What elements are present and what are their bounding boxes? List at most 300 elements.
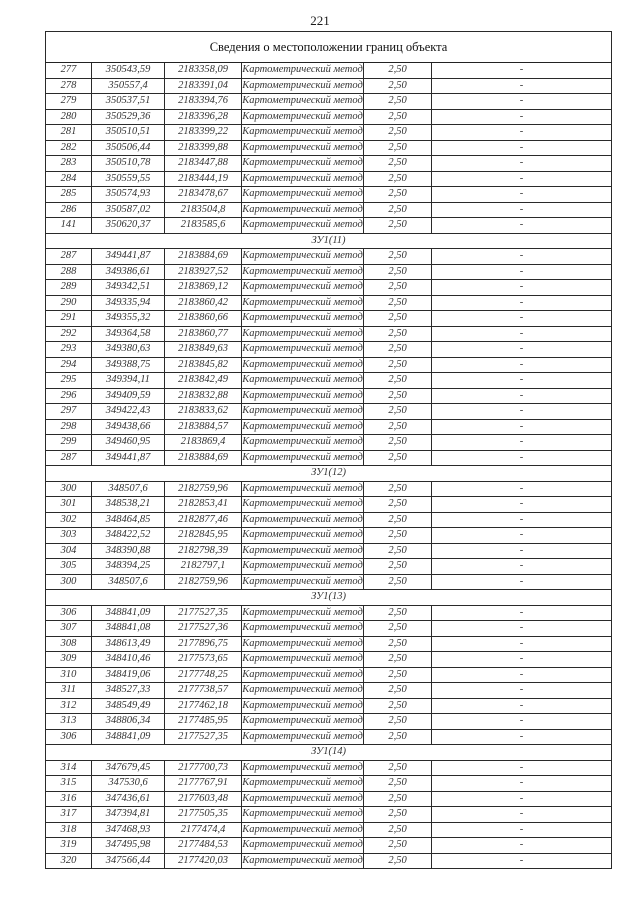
precision-cell: 2,50	[364, 853, 432, 869]
note-cell: -	[432, 559, 612, 575]
y-coordinate-cell: 2177485,95	[165, 714, 242, 730]
note-cell: -	[432, 838, 612, 854]
precision-cell: 2,50	[364, 729, 432, 745]
point-number-cell: 300	[46, 574, 92, 590]
x-coordinate-cell: 349386,61	[92, 264, 165, 280]
method-cell: Картометрический метод	[242, 481, 364, 497]
note-cell: -	[432, 822, 612, 838]
point-number-cell: 302	[46, 512, 92, 528]
point-number-cell: 290	[46, 295, 92, 311]
x-coordinate-cell: 350557,4	[92, 78, 165, 94]
y-coordinate-cell: 2183478,67	[165, 187, 242, 203]
y-coordinate-cell: 2183884,69	[165, 249, 242, 265]
group-label: ЗУ1(14)	[46, 745, 612, 761]
x-coordinate-cell: 348841,08	[92, 621, 165, 637]
point-number-cell: 292	[46, 326, 92, 342]
method-cell: Картометрический метод	[242, 714, 364, 730]
method-cell: Картометрический метод	[242, 187, 364, 203]
group-label: ЗУ1(12)	[46, 466, 612, 482]
group-row	[46, 590, 612, 606]
y-coordinate-cell: 2183399,88	[165, 140, 242, 156]
x-coordinate-cell: 350537,51	[92, 94, 165, 110]
table-row	[46, 404, 612, 420]
x-coordinate-cell: 348394,25	[92, 559, 165, 575]
x-coordinate-cell: 350510,78	[92, 156, 165, 172]
note-cell: -	[432, 636, 612, 652]
table-title: Сведения о местоположении границ объекта	[46, 32, 612, 63]
table-row	[46, 280, 612, 296]
precision-cell: 2,50	[364, 218, 432, 234]
precision-cell: 2,50	[364, 311, 432, 327]
x-coordinate-cell: 348527,33	[92, 683, 165, 699]
table-header-row	[46, 32, 612, 63]
note-cell: -	[432, 404, 612, 420]
note-cell: -	[432, 373, 612, 389]
table-row	[46, 249, 612, 265]
x-coordinate-cell: 349380,63	[92, 342, 165, 358]
y-coordinate-cell: 2183394,76	[165, 94, 242, 110]
y-coordinate-cell: 2182759,96	[165, 481, 242, 497]
y-coordinate-cell: 2177896,75	[165, 636, 242, 652]
y-coordinate-cell: 2183869,12	[165, 280, 242, 296]
y-coordinate-cell: 2183860,42	[165, 295, 242, 311]
precision-cell: 2,50	[364, 497, 432, 513]
table-row	[46, 760, 612, 776]
x-coordinate-cell: 349342,51	[92, 280, 165, 296]
note-cell: -	[432, 714, 612, 730]
y-coordinate-cell: 2183391,04	[165, 78, 242, 94]
point-number-cell: 318	[46, 822, 92, 838]
note-cell: -	[432, 94, 612, 110]
table-row	[46, 822, 612, 838]
y-coordinate-cell: 2177462,18	[165, 698, 242, 714]
y-coordinate-cell: 2177527,35	[165, 729, 242, 745]
point-number-cell: 285	[46, 187, 92, 203]
note-cell: -	[432, 574, 612, 590]
note-cell: -	[432, 187, 612, 203]
table-row	[46, 202, 612, 218]
method-cell: Картометрический метод	[242, 295, 364, 311]
note-cell: -	[432, 512, 612, 528]
x-coordinate-cell: 348390,88	[92, 543, 165, 559]
method-cell: Картометрический метод	[242, 605, 364, 621]
precision-cell: 2,50	[364, 450, 432, 466]
y-coordinate-cell: 2183444,19	[165, 171, 242, 187]
note-cell: -	[432, 202, 612, 218]
y-coordinate-cell: 2183504,8	[165, 202, 242, 218]
table-row	[46, 667, 612, 683]
table-row	[46, 683, 612, 699]
precision-cell: 2,50	[364, 357, 432, 373]
note-cell: -	[432, 683, 612, 699]
group-label: ЗУ1(13)	[46, 590, 612, 606]
note-cell: -	[432, 388, 612, 404]
method-cell: Картометрический метод	[242, 404, 364, 420]
table-row	[46, 388, 612, 404]
point-number-cell: 278	[46, 78, 92, 94]
note-cell: -	[432, 249, 612, 265]
point-number-cell: 320	[46, 853, 92, 869]
precision-cell: 2,50	[364, 822, 432, 838]
note-cell: -	[432, 171, 612, 187]
point-number-cell: 297	[46, 404, 92, 420]
note-cell: -	[432, 729, 612, 745]
precision-cell: 2,50	[364, 419, 432, 435]
point-number-cell: 296	[46, 388, 92, 404]
method-cell: Картометрический метод	[242, 683, 364, 699]
x-coordinate-cell: 347436,61	[92, 791, 165, 807]
note-cell: -	[432, 280, 612, 296]
point-number-cell: 298	[46, 419, 92, 435]
precision-cell: 2,50	[364, 373, 432, 389]
note-cell: -	[432, 326, 612, 342]
table-row	[46, 512, 612, 528]
y-coordinate-cell: 2183869,4	[165, 435, 242, 451]
precision-cell: 2,50	[364, 807, 432, 823]
y-coordinate-cell: 2177603,48	[165, 791, 242, 807]
precision-cell: 2,50	[364, 543, 432, 559]
table-row	[46, 791, 612, 807]
y-coordinate-cell: 2183399,22	[165, 125, 242, 141]
table-row	[46, 264, 612, 280]
method-cell: Картометрический метод	[242, 667, 364, 683]
table-row	[46, 729, 612, 745]
precision-cell: 2,50	[364, 621, 432, 637]
x-coordinate-cell: 347468,93	[92, 822, 165, 838]
y-coordinate-cell: 2177748,25	[165, 667, 242, 683]
note-cell: -	[432, 264, 612, 280]
precision-cell: 2,50	[364, 481, 432, 497]
y-coordinate-cell: 2177700,73	[165, 760, 242, 776]
precision-cell: 2,50	[364, 667, 432, 683]
table-row	[46, 497, 612, 513]
x-coordinate-cell: 350543,59	[92, 63, 165, 79]
x-coordinate-cell: 348549,49	[92, 698, 165, 714]
point-number-cell: 280	[46, 109, 92, 125]
y-coordinate-cell: 2183358,09	[165, 63, 242, 79]
x-coordinate-cell: 349441,87	[92, 249, 165, 265]
x-coordinate-cell: 348419,06	[92, 667, 165, 683]
table-row	[46, 156, 612, 172]
y-coordinate-cell: 2183845,82	[165, 357, 242, 373]
method-cell: Картометрический метод	[242, 125, 364, 141]
y-coordinate-cell: 2183860,77	[165, 326, 242, 342]
precision-cell: 2,50	[364, 636, 432, 652]
method-cell: Картометрический метод	[242, 249, 364, 265]
table-row	[46, 63, 612, 79]
page-number: 221	[310, 13, 330, 28]
method-cell: Картометрический метод	[242, 156, 364, 172]
method-cell: Картометрический метод	[242, 822, 364, 838]
note-cell: -	[432, 342, 612, 358]
precision-cell: 2,50	[364, 326, 432, 342]
table-body	[46, 63, 612, 869]
table-row	[46, 218, 612, 234]
x-coordinate-cell: 347495,98	[92, 838, 165, 854]
table-row	[46, 698, 612, 714]
point-number-cell: 293	[46, 342, 92, 358]
x-coordinate-cell: 350506,44	[92, 140, 165, 156]
point-number-cell: 287	[46, 450, 92, 466]
precision-cell: 2,50	[364, 559, 432, 575]
table-row	[46, 435, 612, 451]
table-row	[46, 140, 612, 156]
precision-cell: 2,50	[364, 776, 432, 792]
x-coordinate-cell: 350559,55	[92, 171, 165, 187]
table-row	[46, 605, 612, 621]
note-cell: -	[432, 652, 612, 668]
point-number-cell: 286	[46, 202, 92, 218]
point-number-cell: 282	[46, 140, 92, 156]
group-row	[46, 745, 612, 761]
method-cell: Картометрический метод	[242, 342, 364, 358]
y-coordinate-cell: 2182797,1	[165, 559, 242, 575]
note-cell: -	[432, 497, 612, 513]
point-number-cell: 317	[46, 807, 92, 823]
precision-cell: 2,50	[364, 295, 432, 311]
point-number-cell: 304	[46, 543, 92, 559]
note-cell: -	[432, 698, 612, 714]
precision-cell: 2,50	[364, 140, 432, 156]
precision-cell: 2,50	[364, 264, 432, 280]
method-cell: Картометрический метод	[242, 78, 364, 94]
table-row	[46, 559, 612, 575]
y-coordinate-cell: 2182798,39	[165, 543, 242, 559]
point-number-cell: 299	[46, 435, 92, 451]
table-row	[46, 109, 612, 125]
y-coordinate-cell: 2177420,03	[165, 853, 242, 869]
method-cell: Картометрический метод	[242, 218, 364, 234]
y-coordinate-cell: 2182845,95	[165, 528, 242, 544]
table-row	[46, 621, 612, 637]
table-row	[46, 295, 612, 311]
precision-cell: 2,50	[364, 574, 432, 590]
note-cell: -	[432, 605, 612, 621]
method-cell: Картометрический метод	[242, 559, 364, 575]
x-coordinate-cell: 350529,36	[92, 109, 165, 125]
point-number-cell: 281	[46, 125, 92, 141]
point-number-cell: 295	[46, 373, 92, 389]
precision-cell: 2,50	[364, 760, 432, 776]
note-cell: -	[432, 481, 612, 497]
note-cell: -	[432, 528, 612, 544]
table-row	[46, 125, 612, 141]
note-cell: -	[432, 125, 612, 141]
x-coordinate-cell: 348507,6	[92, 574, 165, 590]
y-coordinate-cell: 2177767,91	[165, 776, 242, 792]
table-row	[46, 450, 612, 466]
table-row	[46, 807, 612, 823]
y-coordinate-cell: 2177474,4	[165, 822, 242, 838]
method-cell: Картометрический метод	[242, 497, 364, 513]
table-row	[46, 311, 612, 327]
x-coordinate-cell: 348841,09	[92, 605, 165, 621]
method-cell: Картометрический метод	[242, 512, 364, 528]
method-cell: Картометрический метод	[242, 621, 364, 637]
method-cell: Картометрический метод	[242, 791, 364, 807]
note-cell: -	[432, 357, 612, 373]
note-cell: -	[432, 419, 612, 435]
note-cell: -	[432, 776, 612, 792]
note-cell: -	[432, 63, 612, 79]
note-cell: -	[432, 621, 612, 637]
x-coordinate-cell: 350510,51	[92, 125, 165, 141]
x-coordinate-cell: 349409,59	[92, 388, 165, 404]
point-number-cell: 312	[46, 698, 92, 714]
x-coordinate-cell: 349364,58	[92, 326, 165, 342]
note-cell: -	[432, 156, 612, 172]
point-number-cell: 314	[46, 760, 92, 776]
method-cell: Картометрический метод	[242, 373, 364, 389]
y-coordinate-cell: 2183884,69	[165, 450, 242, 466]
y-coordinate-cell: 2182877,46	[165, 512, 242, 528]
method-cell: Картометрический метод	[242, 109, 364, 125]
table-row	[46, 528, 612, 544]
method-cell: Картометрический метод	[242, 388, 364, 404]
y-coordinate-cell: 2177527,36	[165, 621, 242, 637]
y-coordinate-cell: 2177505,35	[165, 807, 242, 823]
point-number-cell: 303	[46, 528, 92, 544]
x-coordinate-cell: 348538,21	[92, 497, 165, 513]
method-cell: Картометрический метод	[242, 729, 364, 745]
precision-cell: 2,50	[364, 249, 432, 265]
x-coordinate-cell: 348841,09	[92, 729, 165, 745]
point-number-cell: 288	[46, 264, 92, 280]
x-coordinate-cell: 350574,93	[92, 187, 165, 203]
method-cell: Картометрический метод	[242, 652, 364, 668]
method-cell: Картометрический метод	[242, 435, 364, 451]
y-coordinate-cell: 2183396,28	[165, 109, 242, 125]
note-cell: -	[432, 807, 612, 823]
point-number-cell: 313	[46, 714, 92, 730]
y-coordinate-cell: 2183833,62	[165, 404, 242, 420]
table-row	[46, 652, 612, 668]
x-coordinate-cell: 349422,43	[92, 404, 165, 420]
point-number-cell: 315	[46, 776, 92, 792]
precision-cell: 2,50	[364, 280, 432, 296]
precision-cell: 2,50	[364, 605, 432, 621]
method-cell: Картометрический метод	[242, 63, 364, 79]
y-coordinate-cell: 2177484,53	[165, 838, 242, 854]
table-row	[46, 78, 612, 94]
point-number-cell: 294	[46, 357, 92, 373]
precision-cell: 2,50	[364, 156, 432, 172]
note-cell: -	[432, 450, 612, 466]
x-coordinate-cell: 348464,85	[92, 512, 165, 528]
method-cell: Картометрический метод	[242, 776, 364, 792]
point-number-cell: 305	[46, 559, 92, 575]
y-coordinate-cell: 2183927,52	[165, 264, 242, 280]
y-coordinate-cell: 2183447,88	[165, 156, 242, 172]
precision-cell: 2,50	[364, 171, 432, 187]
table-row	[46, 373, 612, 389]
x-coordinate-cell: 347566,44	[92, 853, 165, 869]
point-number-cell: 306	[46, 729, 92, 745]
precision-cell: 2,50	[364, 714, 432, 730]
y-coordinate-cell: 2177573,65	[165, 652, 242, 668]
point-number-cell: 307	[46, 621, 92, 637]
precision-cell: 2,50	[364, 404, 432, 420]
note-cell: -	[432, 78, 612, 94]
precision-cell: 2,50	[364, 698, 432, 714]
x-coordinate-cell: 348806,34	[92, 714, 165, 730]
x-coordinate-cell: 348410,46	[92, 652, 165, 668]
note-cell: -	[432, 760, 612, 776]
x-coordinate-cell: 348422,52	[92, 528, 165, 544]
table-row	[46, 776, 612, 792]
note-cell: -	[432, 109, 612, 125]
note-cell: -	[432, 295, 612, 311]
table-row	[46, 342, 612, 358]
note-cell: -	[432, 435, 612, 451]
precision-cell: 2,50	[364, 94, 432, 110]
method-cell: Картометрический метод	[242, 202, 364, 218]
x-coordinate-cell: 349441,87	[92, 450, 165, 466]
precision-cell: 2,50	[364, 202, 432, 218]
precision-cell: 2,50	[364, 125, 432, 141]
table-row	[46, 853, 612, 869]
table-row	[46, 187, 612, 203]
precision-cell: 2,50	[364, 435, 432, 451]
note-cell: -	[432, 543, 612, 559]
method-cell: Картометрический метод	[242, 543, 364, 559]
method-cell: Картометрический метод	[242, 94, 364, 110]
method-cell: Картометрический метод	[242, 838, 364, 854]
precision-cell: 2,50	[364, 652, 432, 668]
note-cell: -	[432, 311, 612, 327]
precision-cell: 2,50	[364, 791, 432, 807]
point-number-cell: 284	[46, 171, 92, 187]
method-cell: Картометрический метод	[242, 636, 364, 652]
table-row	[46, 94, 612, 110]
x-coordinate-cell: 349394,11	[92, 373, 165, 389]
point-number-cell: 283	[46, 156, 92, 172]
x-coordinate-cell: 348507,6	[92, 481, 165, 497]
table-row	[46, 838, 612, 854]
y-coordinate-cell: 2183849,63	[165, 342, 242, 358]
point-number-cell: 316	[46, 791, 92, 807]
x-coordinate-cell: 347394,81	[92, 807, 165, 823]
point-number-cell: 287	[46, 249, 92, 265]
x-coordinate-cell: 350587,02	[92, 202, 165, 218]
point-number-cell: 308	[46, 636, 92, 652]
point-number-cell: 311	[46, 683, 92, 699]
y-coordinate-cell: 2182853,41	[165, 497, 242, 513]
y-coordinate-cell: 2183860,66	[165, 311, 242, 327]
y-coordinate-cell: 2177738,57	[165, 683, 242, 699]
table-row	[46, 636, 612, 652]
method-cell: Картометрический метод	[242, 419, 364, 435]
x-coordinate-cell: 349460,95	[92, 435, 165, 451]
boundary-coordinates-table	[45, 31, 612, 869]
method-cell: Картометрический метод	[242, 807, 364, 823]
x-coordinate-cell: 349335,94	[92, 295, 165, 311]
point-number-cell: 300	[46, 481, 92, 497]
method-cell: Картометрический метод	[242, 280, 364, 296]
precision-cell: 2,50	[364, 342, 432, 358]
x-coordinate-cell: 349388,75	[92, 357, 165, 373]
y-coordinate-cell: 2183884,57	[165, 419, 242, 435]
x-coordinate-cell: 348613,49	[92, 636, 165, 652]
method-cell: Картометрический метод	[242, 140, 364, 156]
point-number-cell: 319	[46, 838, 92, 854]
point-number-cell: 289	[46, 280, 92, 296]
point-number-cell: 309	[46, 652, 92, 668]
precision-cell: 2,50	[364, 63, 432, 79]
precision-cell: 2,50	[364, 187, 432, 203]
note-cell: -	[432, 667, 612, 683]
method-cell: Картометрический метод	[242, 698, 364, 714]
